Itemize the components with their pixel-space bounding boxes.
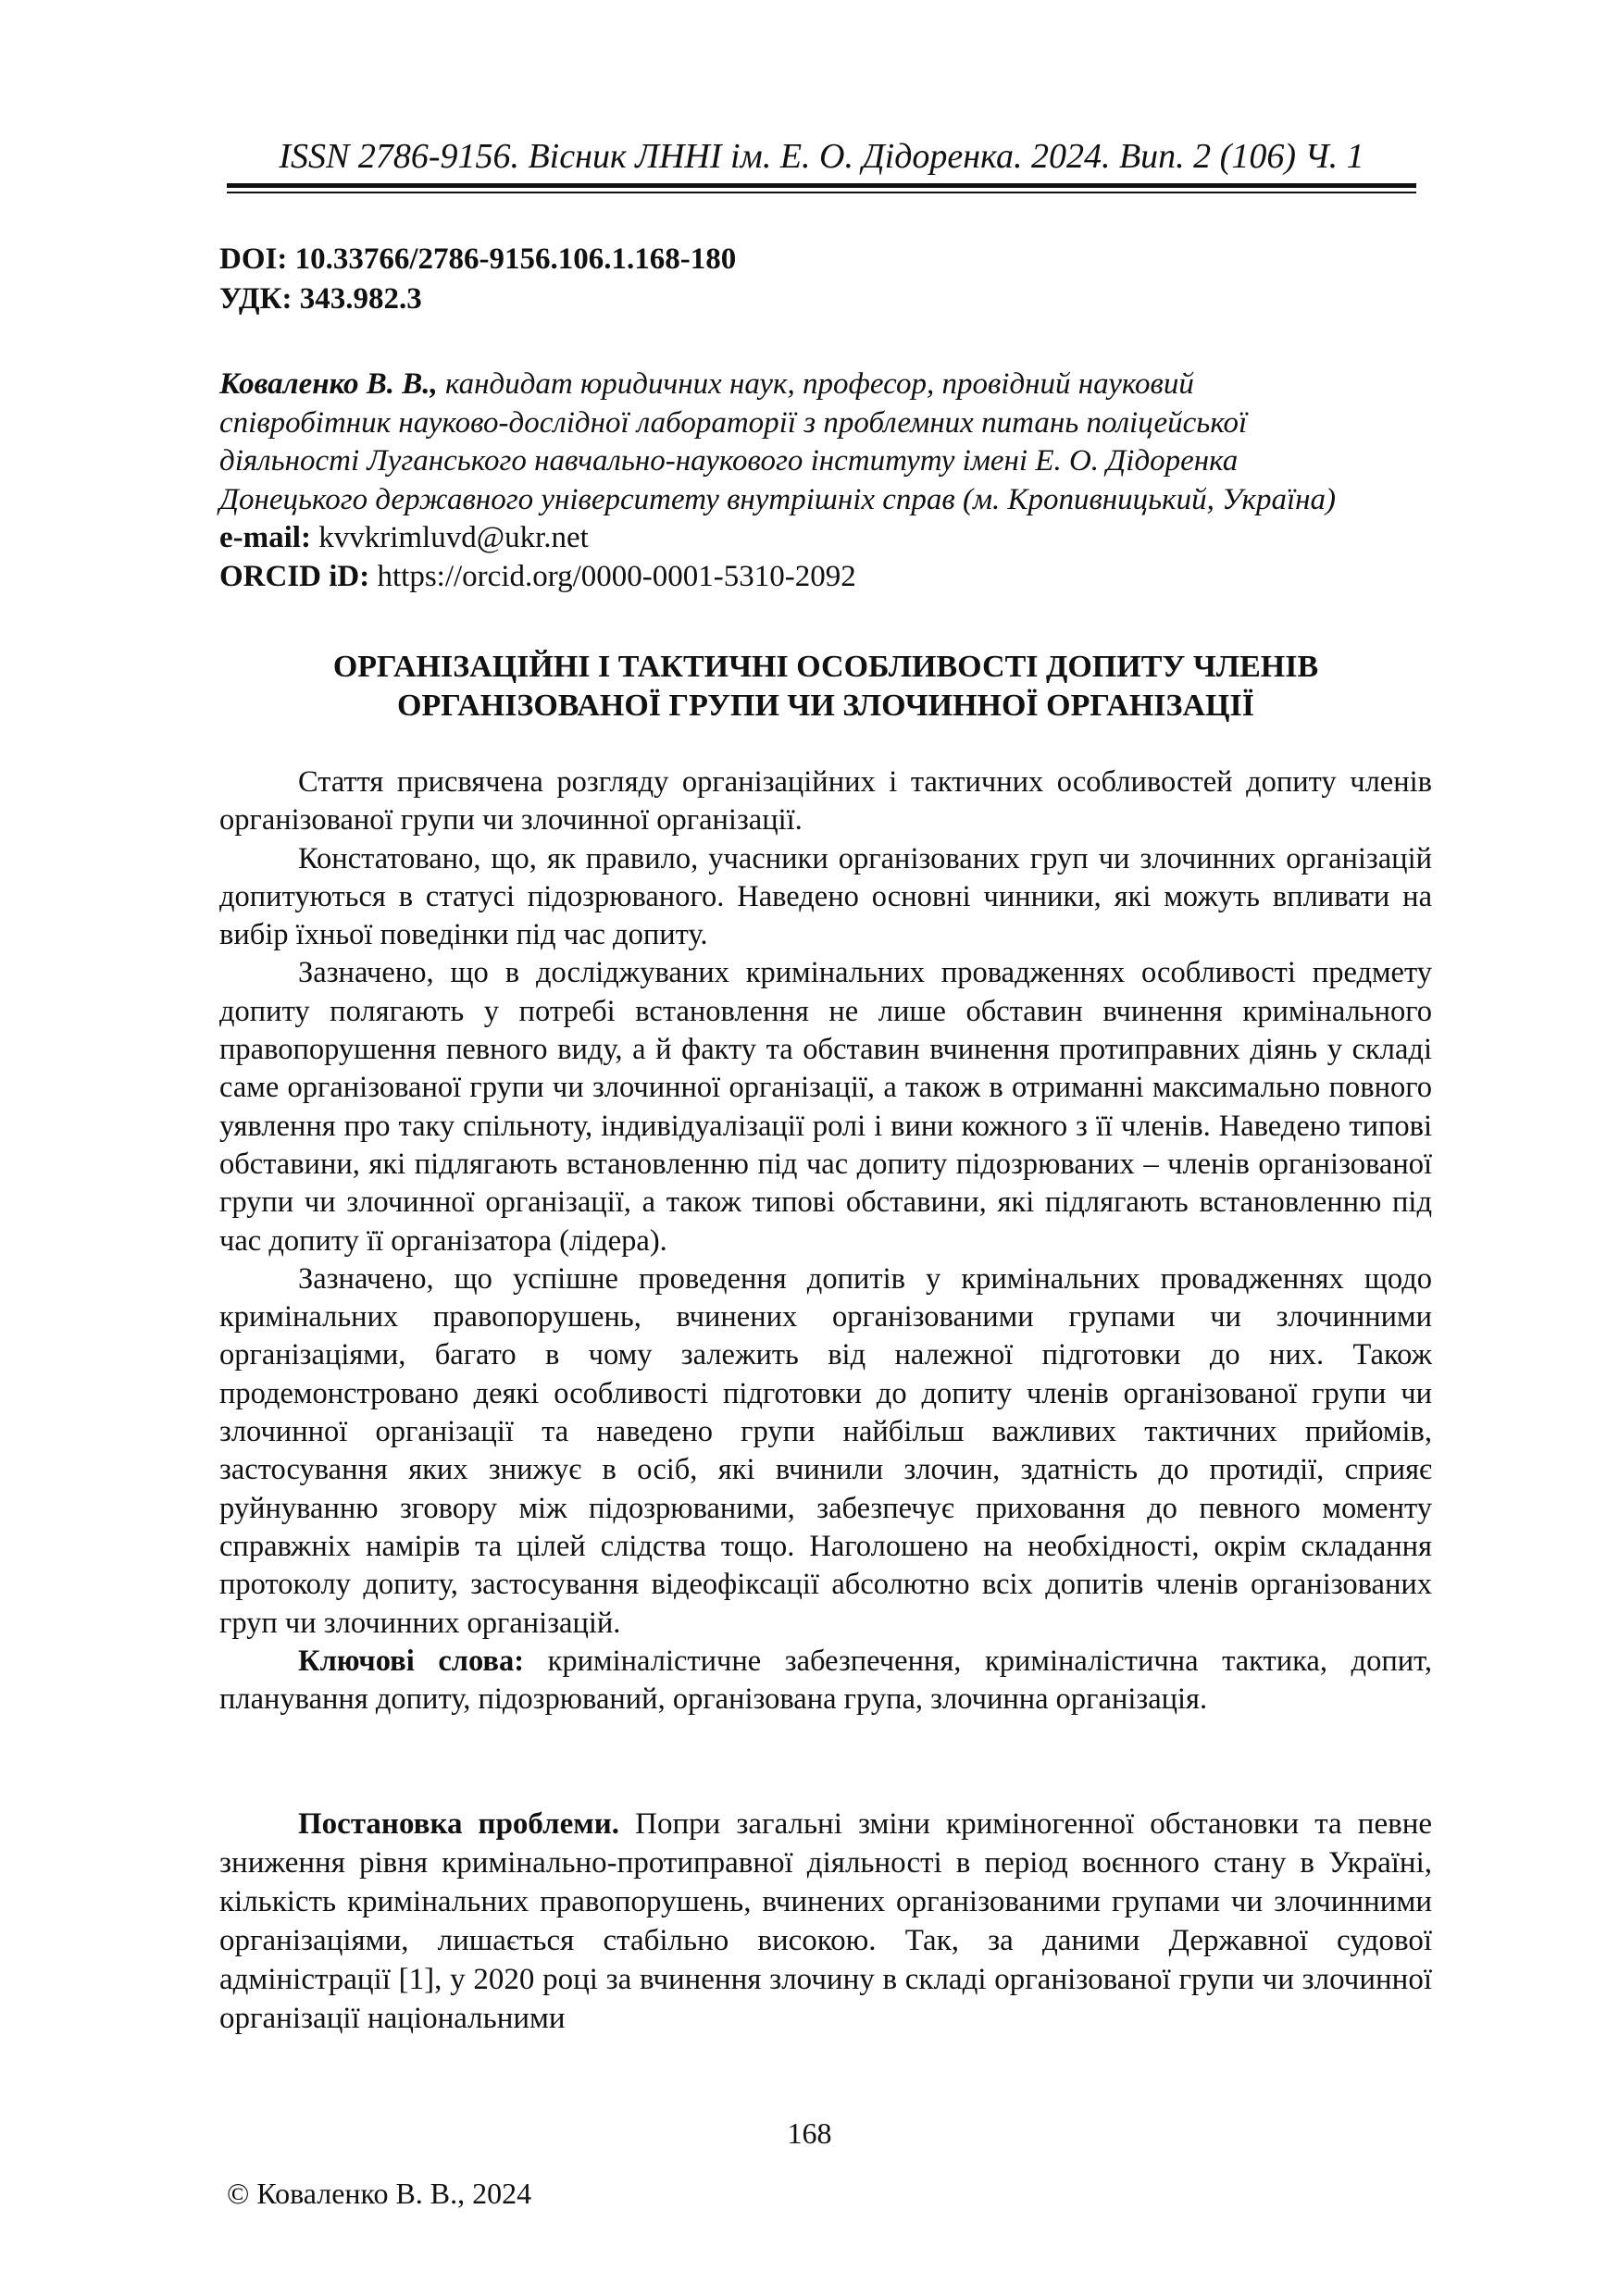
keywords	[219, 1643, 1432, 1719]
doi: DOI: 10.33766/2786-9156.106.1.168-180	[219, 242, 737, 276]
abstract-paragraph: Зазначено, що в досліджуваних кримінальних провадженнях особливості предмету допиту полягають у потребі встановлення не лише обставин вчинення кримінального правопорушення певного виду, а й факту та обставин вчинення протиправних діянь у складі саме організованої групи чи злочинної організації, а також в отриманні максимально повного уявлення про таку спільноту, індивідуалізації ролі і вини кожного з її членів. Наведено типові обставини, які підлягають встановленню під час допиту підозрюваних – членів організованої групи чи злочинної організації, а також типові обставини, які підлягають встановленню під час допиту її організатора (лідера).	[219, 956, 1432, 1258]
header-rule-thick	[227, 183, 1416, 188]
copyright: © Коваленко В. В., 2024	[227, 2177, 532, 2210]
title-line-1: ОРГАНІЗАЦІЙНІ І ТАКТИЧНІ ОСОБЛИВОСТІ ДОПИТУ ЧЛЕНІВ	[332, 650, 1319, 684]
affiliation-line: Донецького державного університету внутрішніх справ (м. Кропивницький, Україна)	[219, 482, 1336, 516]
email-line	[219, 519, 1432, 558]
article-title	[219, 648, 1432, 726]
affiliation-line: діяльності Луганського навчально-наукового інституту імені Е. О. Дідоренка	[219, 444, 1239, 478]
email-label: e-mail:	[219, 521, 311, 555]
page-number: 168	[787, 2116, 832, 2150]
intro-paragraph	[219, 1805, 1432, 2038]
affiliation-line: співробітник науково-дослідної лабораторії з проблемних питань поліцейської	[219, 405, 1248, 440]
email-value: kvvkrimluvd@ukr.net	[310, 521, 589, 555]
section-heading: Постановка проблеми.	[298, 1807, 620, 1841]
journal-header: ISSN 2786-9156. Вісник ЛННІ ім. Е. О. Дідоренка. 2024. Вип. 2 (106) Ч. 1	[279, 137, 1364, 176]
orcid-value: https://orcid.org/0000-0001-5310-2092	[369, 559, 856, 593]
author-line-1	[219, 366, 1432, 404]
header-rule-thin	[227, 192, 1416, 193]
abstract-paragraph: Констатовано, що, як правило, учасники організованих груп чи злочинних організацій допитуються в статусі підозрюваного. Наведено основні чинники, які можуть впливати на вибір їхньої поведінки під час допиту.	[219, 841, 1432, 952]
author-name: Коваленко В. В.,	[219, 367, 438, 401]
abstract	[219, 763, 1432, 1719]
affiliation-line: кандидат юридичних наук, професор, провідний науковий	[437, 367, 1194, 401]
title-line-2: ОРГАНІЗОВАНОЇ ГРУПИ ЧИ ЗЛОЧИННОЇ ОРГАНІЗАЦІЇ	[397, 689, 1254, 723]
abstract-paragraph: Стаття присвячена розгляду організаційних і тактичних особливостей допиту членів організованої групи чи злочинної організації.	[219, 765, 1432, 838]
keywords-label: Ключові слова:	[298, 1644, 525, 1678]
udc: УДК: 343.982.3	[219, 282, 422, 316]
orcid-line	[219, 558, 1432, 597]
abstract-paragraph: Зазначено, що успішне проведення допитів у кримінальних провадженнях щодо кримінальних правопорушень, вчинених організованими групами чи злочинними організаціями, багато в чому залежить від належної підготовки до них. Також продемонстровано деякі особливості підготовки до допиту членів організованої групи чи злочинної організації та наведено групи найбільш важливих тактичних прийомів, застосування яких знижує в осіб, які вчинили злочин, здатність до протидії, сприяє руйнуванню зговору між підозрюваними, забезпечує приховання до певного моменту справжніх намірів та цілей слідства тощо. Наголошено на необхідності, окрім складання протоколу допиту, застосування відеофіксації абсолютно всіх допитів членів організованих груп чи злочинних організацій.	[219, 1261, 1432, 1640]
author-block	[219, 366, 1432, 597]
orcid-label: ORCID iD:	[219, 559, 370, 593]
problem-statement	[219, 1805, 1432, 2038]
intro-text: Попри загальні зміни криміногенної обстановки та певне зниження рівня кримінально-протиправної діяльності в період воєнного стану в Україні, кількість кримінальних правопорушень, вчинених організованими групами чи злочинними організаціями, лишається стабільно високою. Так, за даними Державної судової адміністрації [1], у 2020 році за вчинення злочину в складі організованої групи чи злочинної організації національними	[219, 1807, 1432, 2035]
keywords-text: криміналістичне забезпечення, криміналістична тактика, допит, планування допиту, підозрюваний, організована група, злочинна організація.	[219, 1644, 1432, 1717]
